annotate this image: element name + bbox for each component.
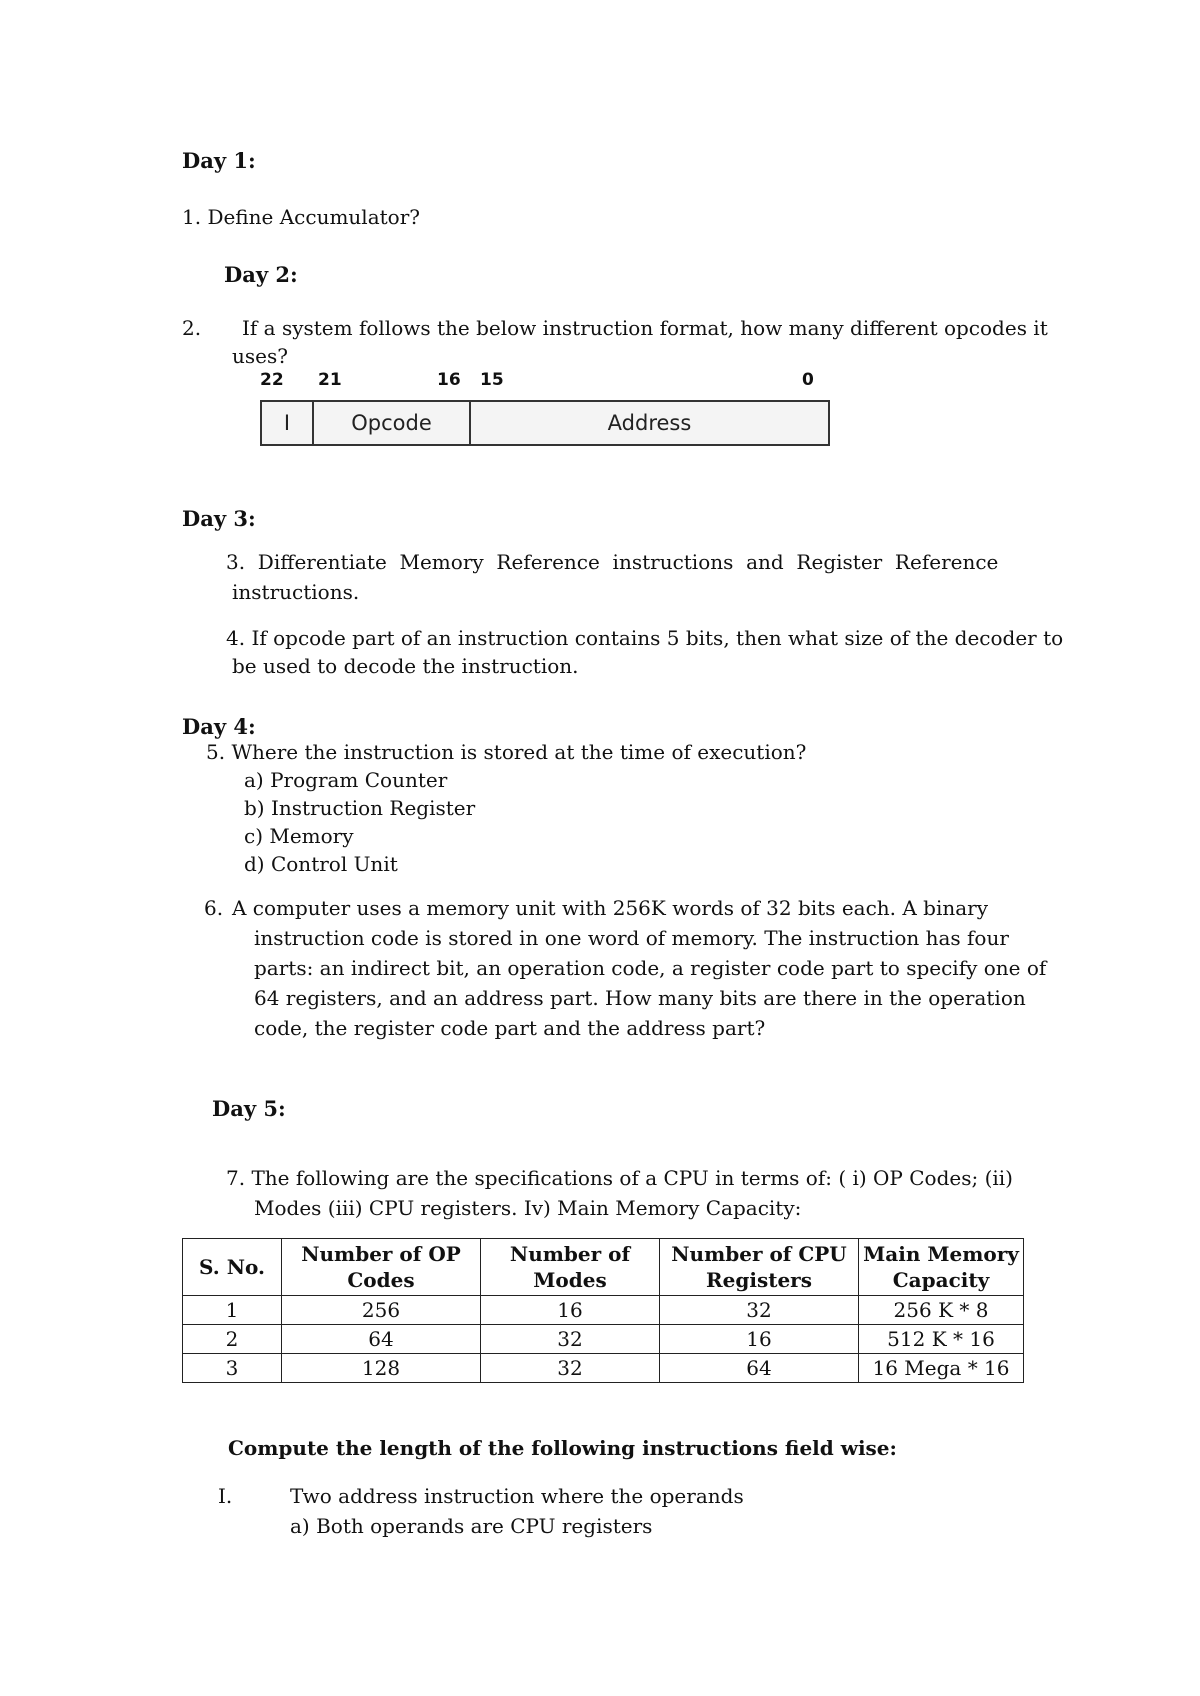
table-header-row	[183, 1239, 1024, 1296]
instruction-format-figure	[255, 370, 835, 452]
option-b: b) Instruction Register	[244, 796, 476, 820]
cell-main-memory: 512 K * 16	[859, 1325, 1024, 1354]
cell-cpu-registers: 16	[660, 1325, 859, 1354]
day4-heading: Day 4:	[182, 714, 256, 739]
question-6-line5: code, the register code part and the address part?	[254, 1016, 766, 1040]
day2-heading: Day 2:	[224, 262, 298, 287]
cell-main-memory: 16 Mega * 16	[859, 1354, 1024, 1383]
header-modes: Number of Modes	[481, 1239, 660, 1296]
question-2-line1: If a system follows the below instruction format, how many different opcodes it	[242, 316, 1048, 340]
day1-heading: Day 1:	[182, 148, 256, 173]
cell-sno: 3	[183, 1354, 282, 1383]
cell-modes: 32	[481, 1325, 660, 1354]
question-7-line1: 7. The following are the specifications of a CPU in terms of: ( i) OP Codes; (ii)	[226, 1166, 1013, 1190]
question-6-number: 6.	[204, 896, 224, 920]
bit-label-21: 21	[318, 370, 342, 390]
compute-heading: Compute the length of the following instructions field wise:	[228, 1436, 897, 1460]
cell-sno: 1	[183, 1296, 282, 1325]
table-row	[183, 1354, 1024, 1383]
question-6-line1: A computer uses a memory unit with 256K words of 32 bits each. A binary	[232, 896, 989, 920]
instruction-format-box	[260, 400, 830, 446]
question-5: 5. Where the instruction is stored at the time of execution?	[206, 740, 807, 764]
question-7-line2: Modes (iii) CPU registers. Iv) Main Memory Capacity:	[254, 1196, 802, 1220]
question-3-line1: 3. Differentiate Memory Reference instructions and Register Reference	[226, 550, 999, 574]
option-c: c) Memory	[244, 824, 354, 848]
cell-main-memory: 256 K * 8	[859, 1296, 1024, 1325]
question-1: 1. Define Accumulator?	[182, 205, 420, 229]
bit-label-22: 22	[260, 370, 284, 390]
cell-op-codes: 256	[282, 1296, 481, 1325]
question-6-line4: 64 registers, and an address part. How many bits are there in the operation	[254, 986, 1026, 1010]
question-6-line3: parts: an indirect bit, an operation code, a register code part to specify one of	[254, 956, 1047, 980]
question-2-line2: uses?	[232, 344, 288, 368]
day3-heading: Day 3:	[182, 506, 256, 531]
field-indirect-bit: I	[262, 402, 314, 444]
header-op-codes: Number of OP Codes	[282, 1239, 481, 1296]
option-d: d) Control Unit	[244, 852, 398, 876]
table-row	[183, 1296, 1024, 1325]
cell-sno: 2	[183, 1325, 282, 1354]
bit-label-0: 0	[802, 370, 814, 390]
cpu-spec-table	[182, 1238, 1024, 1383]
question-4-line1: 4. If opcode part of an instruction contains 5 bits, then what size of the decoder to	[226, 626, 1064, 650]
header-cpu-registers: Number of CPU Registers	[660, 1239, 859, 1296]
day5-heading: Day 5:	[212, 1096, 286, 1121]
header-sno: S. No.	[183, 1239, 282, 1296]
cell-modes: 32	[481, 1354, 660, 1383]
question-6-line2: instruction code is stored in one word of memory. The instruction has four	[254, 926, 1009, 950]
table-row	[183, 1325, 1024, 1354]
header-main-memory: Main Memory Capacity	[859, 1239, 1024, 1296]
question-2-number: 2.	[182, 316, 202, 340]
bit-label-15: 15	[480, 370, 504, 390]
field-address: Address	[607, 411, 692, 435]
question-3-line2: instructions.	[232, 580, 360, 604]
cell-cpu-registers: 64	[660, 1354, 859, 1383]
option-a: a) Program Counter	[244, 768, 448, 792]
question-4-line2: be used to decode the instruction.	[232, 654, 579, 678]
sub-item-a: a) Both operands are CPU registers	[290, 1514, 653, 1538]
cell-cpu-registers: 32	[660, 1296, 859, 1325]
item-one-text: Two address instruction where the operands	[290, 1484, 744, 1508]
cell-op-codes: 64	[282, 1325, 481, 1354]
cell-modes: 16	[481, 1296, 660, 1325]
field-opcode: Opcode	[314, 402, 471, 444]
item-roman-one: I.	[218, 1484, 233, 1508]
bit-label-16: 16	[437, 370, 461, 390]
cell-op-codes: 128	[282, 1354, 481, 1383]
